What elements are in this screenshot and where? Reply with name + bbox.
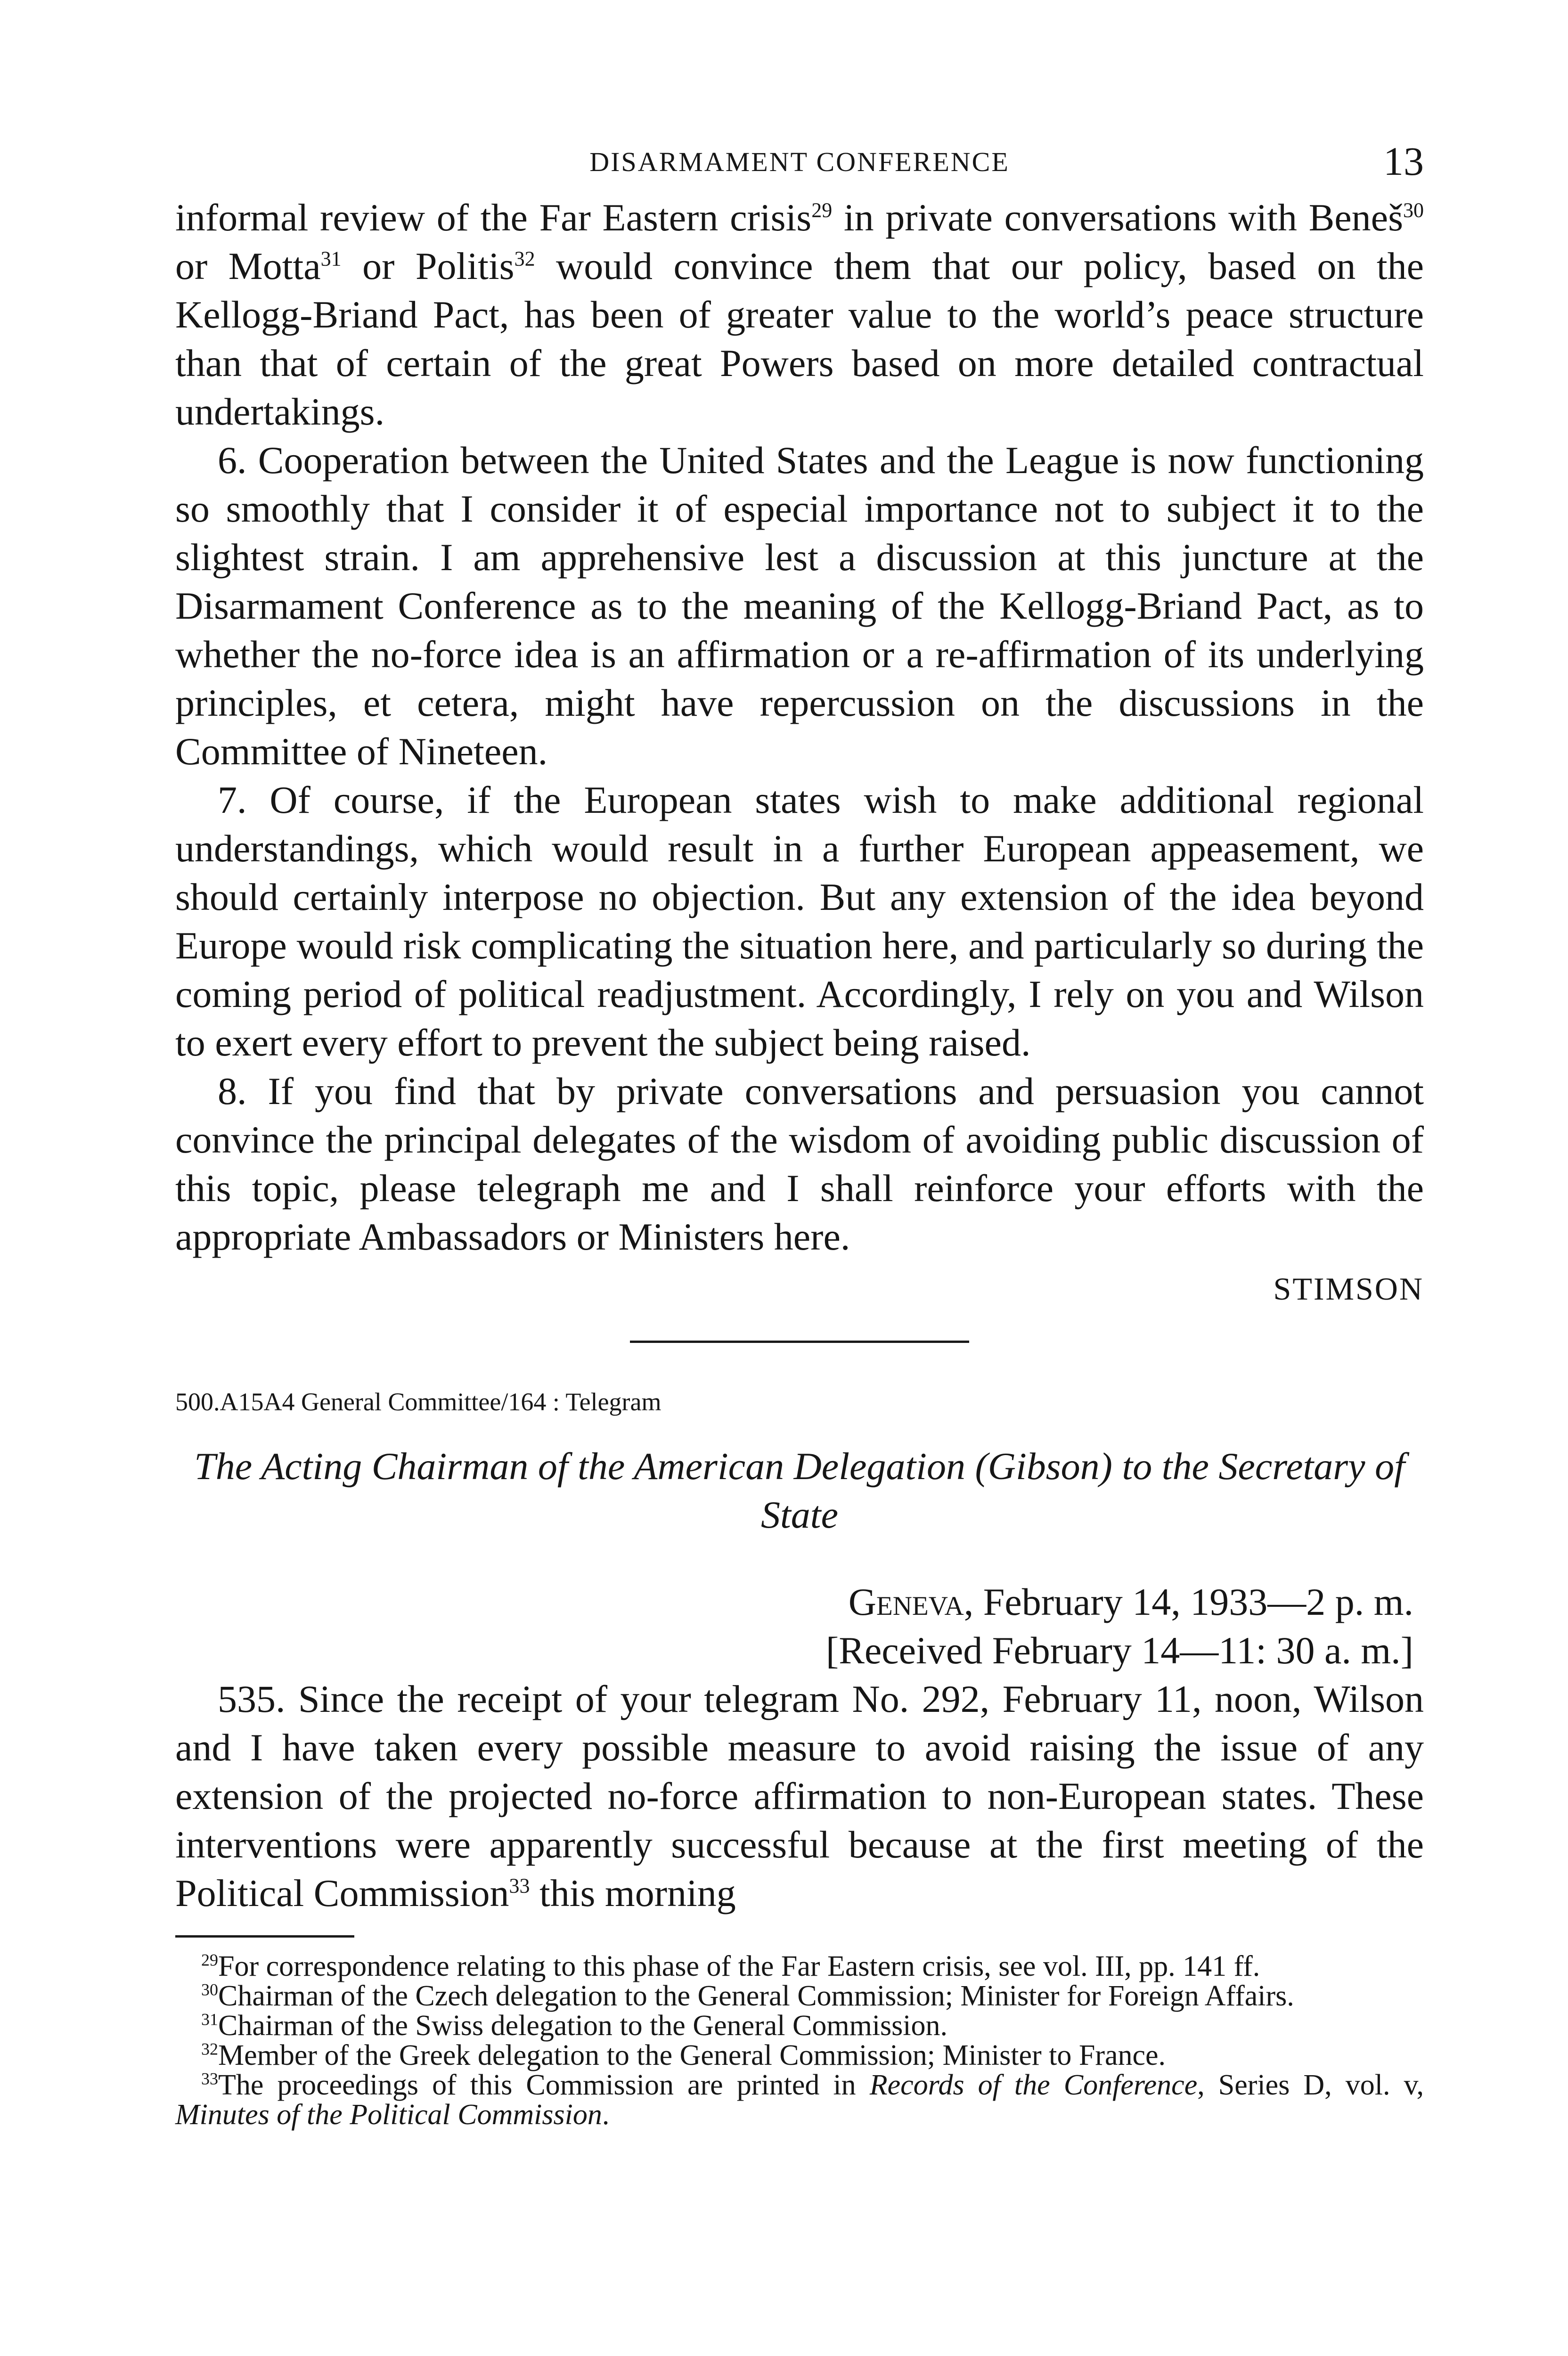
footnote-divider	[175, 1935, 354, 1938]
footnote-mark: 32	[201, 2039, 218, 2059]
footnote-ref-33[interactable]: 33	[509, 1874, 530, 1898]
paragraph-6: 6. Cooperation between the United States and the League is now functioning so smoothly that I consider it of especial importance not to subject it to the slightest strain. I am apprehensive lest a discussion at this juncture at the Disarmament Conference as to the meaning of the Kellogg-Briand Pact, as to whether the no-force idea is an affirmation or a re-affirmation of its underlying principles, et cetera, might have repercussion on the discussions in the Committee of Nineteen.	[175, 439, 1424, 773]
footnote-text: The proceedings of this Commission are printed in	[218, 2069, 870, 2101]
paragraph-8: 8. If you find that by private conversations and persuasion you cannot convince the principal delegates of the wisdom of avoiding public discussion of this topic, please telegraph me and I shall reinforce your efforts with the appropriate Ambassadors or Ministers here.	[175, 1070, 1424, 1258]
footnote-text: Chairman of the Czech delegation to the General Commission; Minister for Foreign Affairs.	[218, 1980, 1294, 2012]
document-page	[175, 141, 1424, 2130]
running-title: DISARMAMENT CONFERENCE	[589, 147, 1010, 177]
footnote-29	[175, 1952, 1424, 1981]
footnote-31	[175, 2011, 1424, 2041]
dateline	[175, 1578, 1424, 1626]
dateline-date: , February 14, 1933—2 p. m.	[964, 1580, 1413, 1623]
footnote-mark: 33	[201, 2069, 218, 2088]
footnote-32	[175, 2041, 1424, 2070]
paragraph-text: informal review of the Far Eastern crisis	[175, 196, 812, 239]
paragraph-text: 535. Since the receipt of your telegram No. 292, February 11, noon, Wilson and I have taken every possible measure to avoid raising the issue of any extension of the projected no-force affirmation to non-European states. These interventions were apparently successful because at the first meeting of the Political Commission	[175, 1677, 1424, 1914]
footnote-text: Member of the Greek delegation to the General Commission; Minister to France.	[218, 2039, 1166, 2071]
footnote-mark: 29	[201, 1950, 218, 1970]
footnote-mark: 31	[201, 2010, 218, 2029]
paragraph-text: in private conversations with Beneš	[832, 196, 1403, 239]
footnote-text: , Series D, vol. v,	[1197, 2069, 1424, 2101]
section-divider	[630, 1341, 969, 1343]
paragraph-text: this morning	[530, 1872, 736, 1914]
document-title: The Acting Chairman of the American Delegation (Gibson) to the Secretary of State	[194, 1445, 1405, 1536]
paragraph-text: or Motta	[175, 245, 321, 287]
footnote-mark: 30	[201, 1980, 218, 1999]
dateline-place: Geneva	[848, 1580, 964, 1623]
footnote-text: For correspondence relating to this phase of the Far Eastern crisis, see vol. III, pp. 141 ff.	[218, 1950, 1260, 1982]
paragraph-continued	[175, 193, 1424, 436]
footnote-italic-title: Records of the Conference	[869, 2069, 1198, 2101]
footnote-33	[175, 2070, 1424, 2130]
page-number: 13	[1383, 139, 1424, 184]
signature: STIMSON	[1273, 1271, 1424, 1307]
footnote-ref-30[interactable]: 30	[1403, 198, 1424, 222]
file-reference: 500.A15A4 General Committee/164 : Telegram	[175, 1388, 662, 1416]
footnote-text: .	[602, 2099, 610, 2131]
received-line: [Received February 14—11: 30 a. m.]	[825, 1629, 1413, 1672]
paragraph-text: would convince them that our policy, based on the Kellogg-Briand Pact, has been of greater value to the world’s peace structure than that of certain of the great Powers based on more detailed contractual undertakings.	[175, 245, 1424, 433]
running-header	[175, 141, 1424, 193]
footnotes	[175, 1952, 1424, 2130]
footnote-ref-29[interactable]: 29	[811, 198, 833, 222]
footnote-text: Chairman of the Swiss delegation to the General Commission.	[218, 2010, 948, 2042]
footnote-ref-32[interactable]: 32	[514, 247, 535, 270]
paragraph-7: 7. Of course, if the European states wish to make additional regional understandings, which would result in a further European appeasement, we should certainly interpose no objection. But any extension of the idea beyond Europe would risk complicating the situation here, and particularly so during the coming period of political readjustment. Accordingly, I rely on you and Wilson to exert every effort to prevent the subject being raised.	[175, 778, 1424, 1064]
footnote-ref-31[interactable]: 31	[320, 247, 342, 270]
paragraph-535	[175, 1675, 1424, 1917]
footnote-30	[175, 1981, 1424, 2011]
paragraph-text: or Politis	[341, 245, 514, 287]
footnote-italic-title: Minutes of the Political Commission	[175, 2099, 602, 2131]
